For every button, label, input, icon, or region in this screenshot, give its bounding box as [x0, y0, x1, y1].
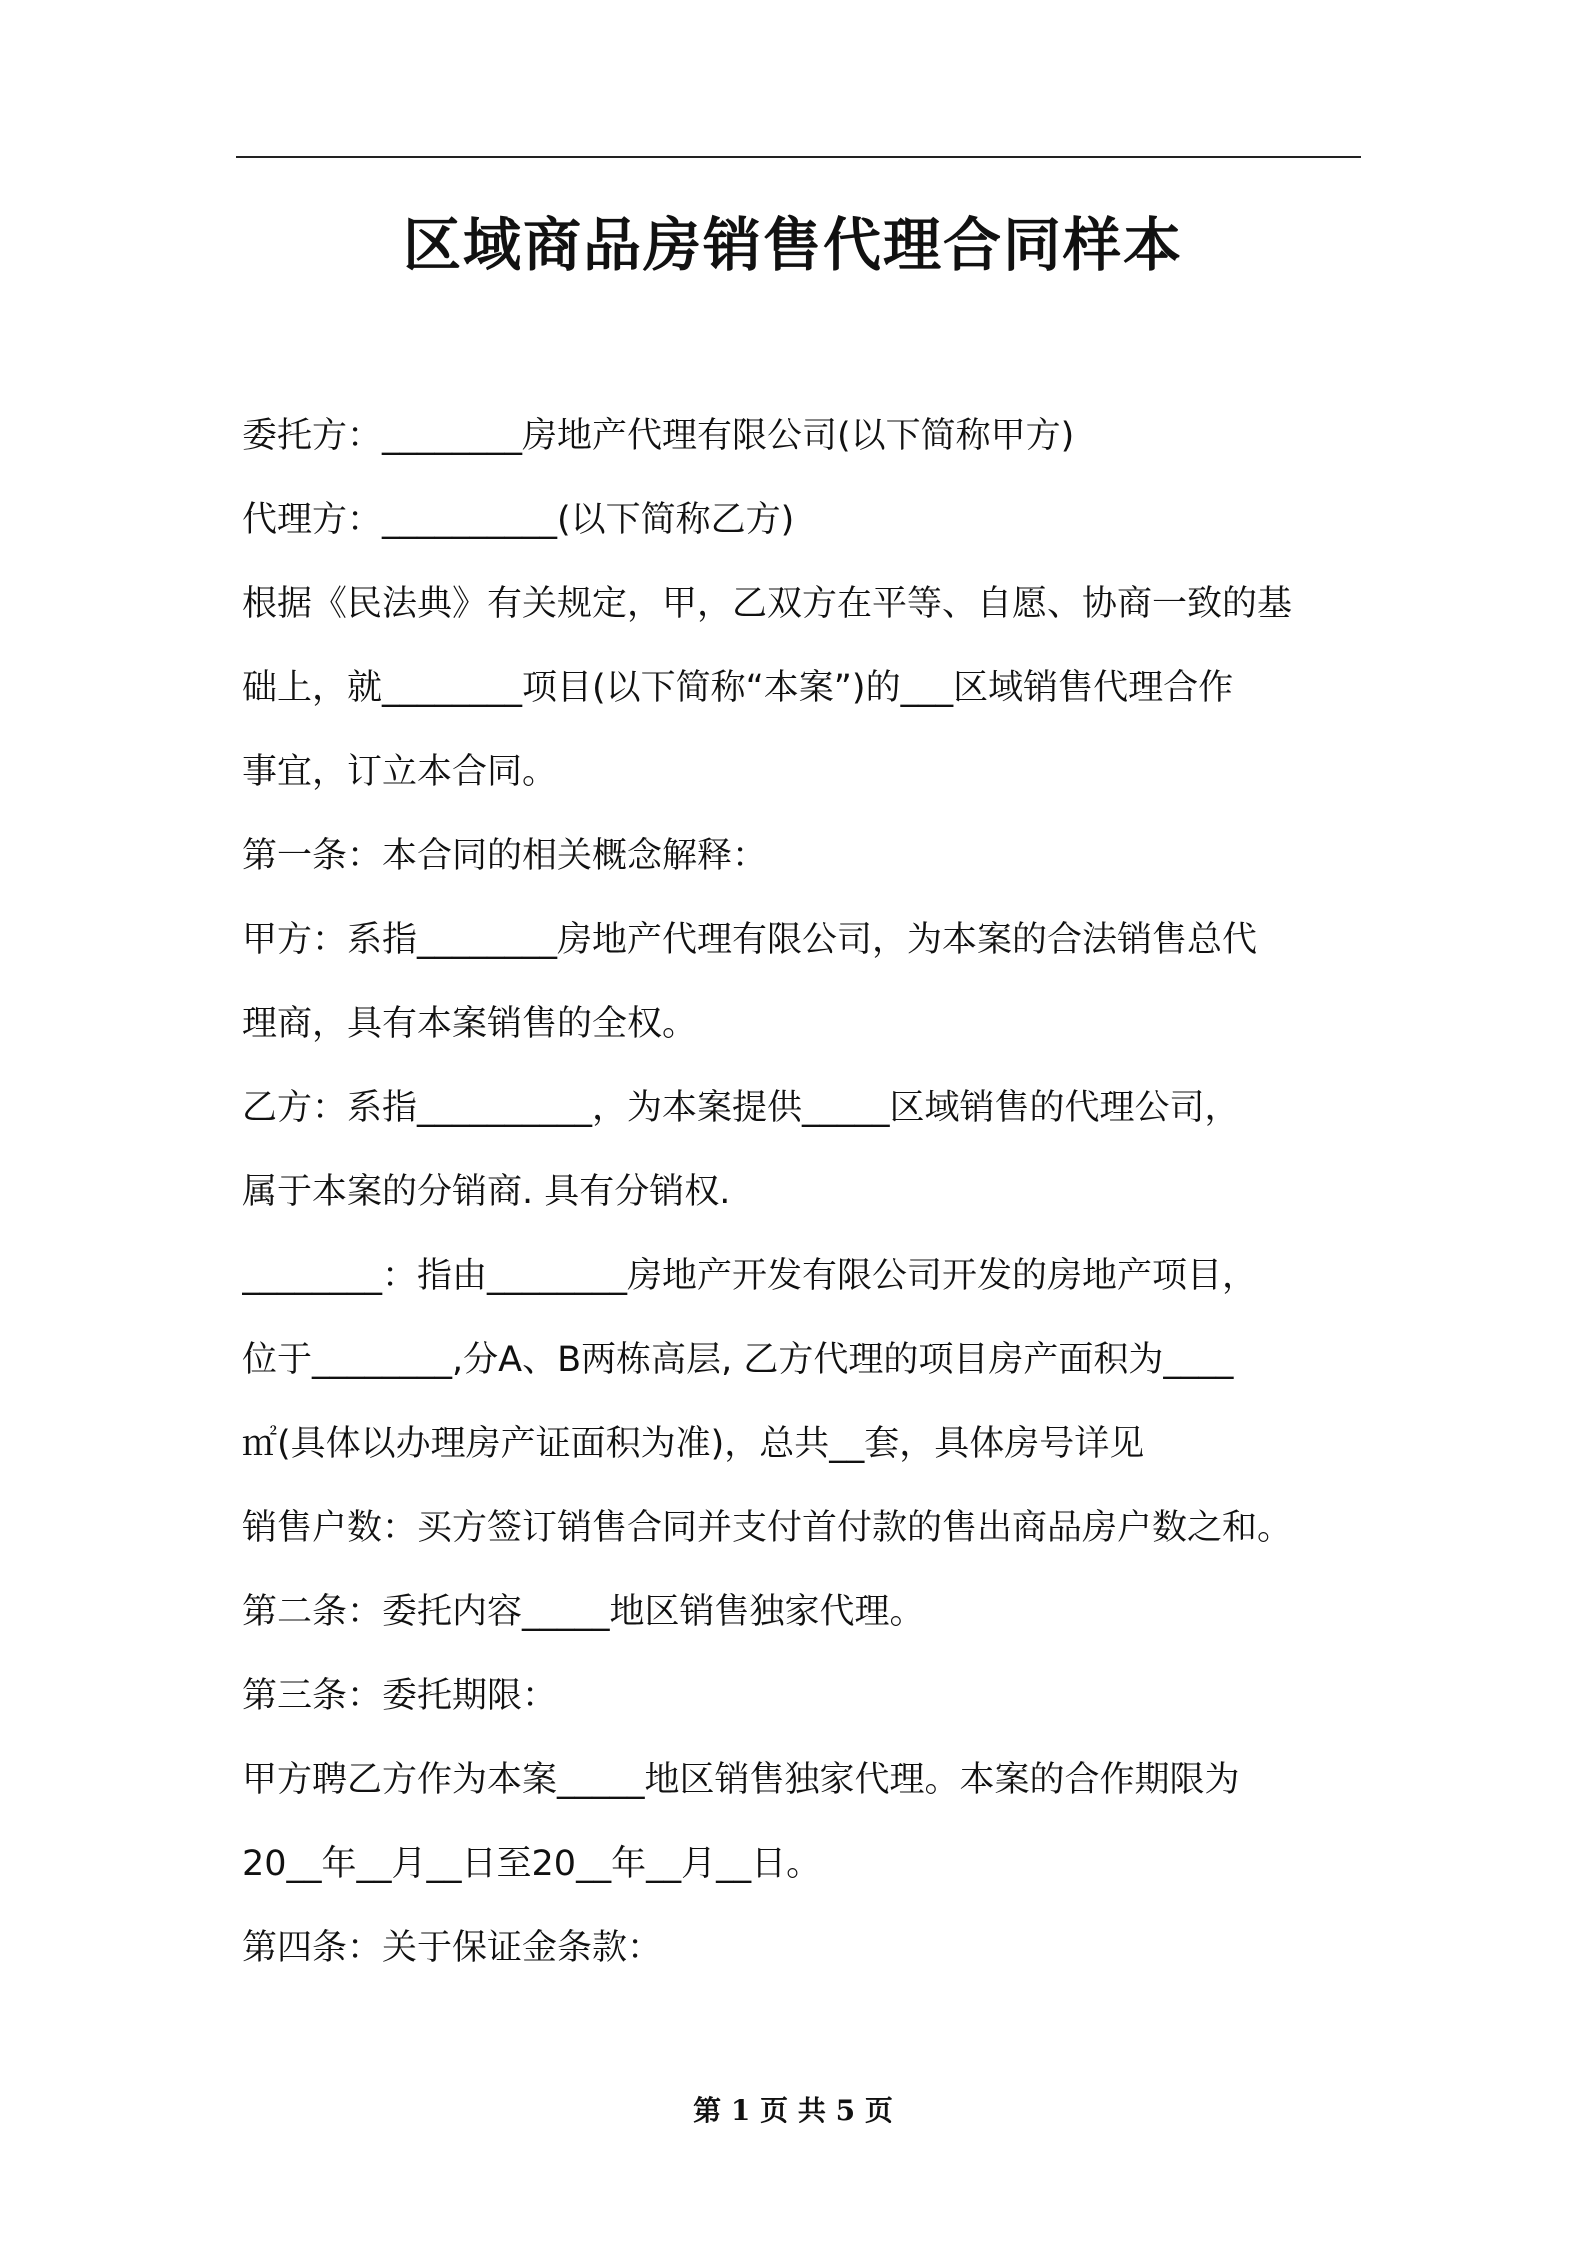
paragraph-line: ㎡(具体以办理房产证面积为准)，总共__套，具体房号详见: [242, 1424, 1145, 1464]
article-heading: 第一条：本合同的相关概念解释：: [242, 836, 768, 876]
paragraph-line: 础上，就________项目(以下简称“本案”)的___区域销售代理合作: [242, 668, 1234, 708]
page-number-footer: 第 1 页 共 5 页: [693, 2094, 893, 2127]
paragraph-line: 事宜，订立本合同。: [242, 752, 558, 792]
paragraph-line: 委托方：________房地产代理有限公司(以下简称甲方): [242, 416, 1075, 456]
paragraph-line: 属于本案的分销商. 具有分销权.: [242, 1172, 731, 1212]
article-heading: 第二条：委托内容_____地区销售独家代理。: [242, 1592, 925, 1632]
article-heading: 第三条：委托期限：: [242, 1676, 558, 1716]
article-heading: 第四条：关于保证金条款：: [242, 1928, 663, 1968]
header-rule: [236, 156, 1361, 158]
document-body: [242, 394, 1362, 1990]
paragraph-line: ________：指由________房地产开发有限公司开发的房地产项目，: [242, 1256, 1258, 1296]
paragraph-line: 甲方：系指________房地产代理有限公司，为本案的合法销售总代: [242, 920, 1258, 960]
document-title: 区域商品房销售代理合同样本: [402, 211, 1183, 279]
paragraph-line: 20__年__月__日至20__年__月__日。: [242, 1844, 822, 1884]
paragraph-line: 销售户数：买方签订销售合同并支付首付款的售出商品房户数之和。: [242, 1508, 1293, 1548]
paragraph-line: 乙方：系指__________，为本案提供_____区域销售的代理公司，: [242, 1088, 1240, 1128]
paragraph-line: 理商，具有本案销售的全权。: [242, 1004, 698, 1044]
paragraph-line: 根据《民法典》有关规定，甲，乙双方在平等、自愿、协商一致的基: [242, 584, 1293, 624]
paragraph-line: 代理方：__________(以下简称乙方): [242, 500, 795, 540]
paragraph-line: 位于________,分A、B两栋高层, 乙方代理的项目房产面积为____: [242, 1340, 1234, 1380]
paragraph-line: 甲方聘乙方作为本案_____地区销售独家代理。本案的合作期限为: [242, 1760, 1240, 1800]
